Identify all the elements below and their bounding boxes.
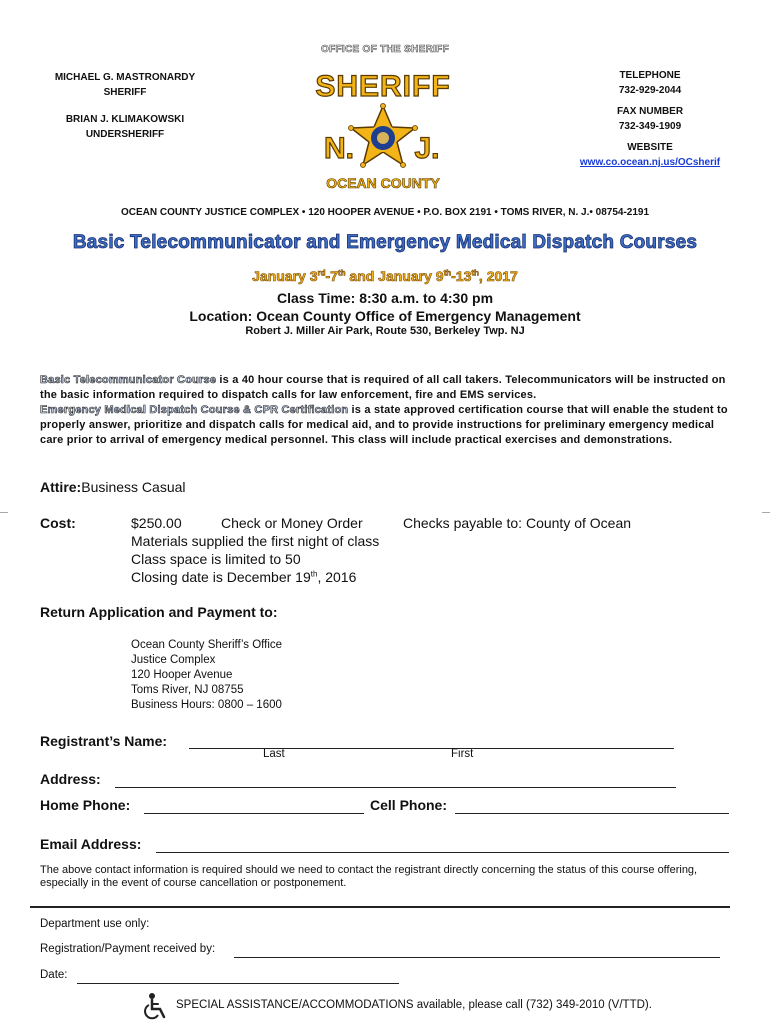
sheriff-badge-logo <box>315 66 451 194</box>
assistance-text: available, please call (732) 349-2010 (V/TTD). <box>413 999 652 1011</box>
emd-course-text: is a state approved certification course that will enable the student to properly answer, prioritize and dispatch calls for medical aid, and to provide instructions for preliminary emergency medical care prior to arrival of emergency medical personnel. This class will include practical exercises and demonstrations. <box>40 404 728 446</box>
address-field[interactable] <box>115 786 676 788</box>
cost-payment-method: Check or Money Order <box>221 515 363 531</box>
badge-bottom-text: OCEAN COUNTY <box>326 175 440 191</box>
email-label: Email Address: <box>40 836 142 852</box>
assistance-caps: SPECIAL ASSISTANCE/ACCOMMODATIONS <box>176 999 414 1011</box>
cost-amount: $250.00 <box>131 515 182 531</box>
attire-label: Attire: <box>40 479 82 495</box>
contact-block <box>570 68 730 170</box>
sheriff-name: MICHAEL G. MASTRONARDY <box>54 72 196 83</box>
cost-class-space: Class space is limited to 50 <box>131 551 301 567</box>
cell-phone-label: Cell Phone: <box>370 797 448 813</box>
badge-top-text: SHERIFF <box>315 70 451 103</box>
home-phone-field[interactable] <box>144 812 364 814</box>
registration-received-label: Registration/Payment received by: <box>40 943 216 955</box>
course-title: Basic Telecommunicator and Emergency Medical Dispatch Courses <box>72 232 698 253</box>
website-link[interactable]: www.co.ocean.nj.us/OCsherif <box>579 157 721 168</box>
telephone-label: TELEPHONE <box>619 70 681 81</box>
attire-value: Business Casual <box>81 479 186 495</box>
sheriff-block <box>45 70 205 142</box>
registration-received-field[interactable] <box>234 956 720 958</box>
email-field[interactable] <box>156 851 729 853</box>
return-line-5: Business Hours: 0800 – 1600 <box>131 699 282 711</box>
edge-mark-left <box>0 512 8 513</box>
date-label: Date: <box>40 969 68 981</box>
contact-notice: The above contact information is required should we need to contact the registrant directly concerning the status of this course offering, especially in the event of course cancellation or postponement. <box>40 864 698 889</box>
class-time: Class Time: 8:30 a.m. to 4:30 pm <box>276 290 494 306</box>
return-heading: Return Application and Payment to: <box>40 604 278 620</box>
btc-course-name: Basic Telecommunicator Course <box>40 374 217 386</box>
btc-course-text: is a 40 hour course that is required of all call takers. Telecommunicators will be instructed on the basic information required to dispatch calls for law enforcement, fire and EMS services. <box>40 374 726 401</box>
emd-course-name: Emergency Medical Dispatch Course & CPR Certification <box>40 404 349 416</box>
cost-label: Cost: <box>40 515 76 531</box>
fax-number: 732-349-1909 <box>618 121 682 132</box>
fax-label: FAX NUMBER <box>616 106 684 117</box>
office-of-sheriff: OFFICE OF THE SHERIFF <box>321 44 449 55</box>
return-address <box>131 638 282 713</box>
registrant-name-field[interactable] <box>189 747 674 749</box>
address-label: Address: <box>40 771 101 787</box>
undersheriff-title: UNDERSHERIFF <box>85 129 165 140</box>
complex-address: OCEAN COUNTY JUSTICE COMPLEX • 120 HOOPER AVENUE • P.O. BOX 2191 • TOMS RIVER, N. J.• 08754-2191 <box>120 207 650 218</box>
cell-phone-field[interactable] <box>455 812 729 814</box>
registrant-name-label: Registrant’s Name: <box>40 733 168 749</box>
return-line-3: 120 Hooper Avenue <box>131 669 233 681</box>
first-name-caption: First <box>451 748 474 760</box>
course-park-address: Robert J. Miller Air Park, Route 530, Berkeley Twp. NJ <box>245 325 525 337</box>
cost-closing-date: Closing date is December 19th, 2016 <box>131 569 357 585</box>
attire-row <box>40 479 186 495</box>
badge-left-text: N. <box>324 132 354 165</box>
home-phone-label: Home Phone: <box>40 797 131 813</box>
wheelchair-icon <box>142 992 170 1022</box>
return-line-1: Ocean County Sheriff’s Office <box>131 639 283 651</box>
last-name-caption: Last <box>263 748 285 760</box>
undersheriff-name: BRIAN J. KLIMAKOWSKI <box>65 114 185 125</box>
telephone-number: 732-929-2044 <box>618 85 682 96</box>
badge-right-text: J. <box>414 132 440 165</box>
course-location: Location: Ocean County Office of Emergency Management <box>189 308 581 324</box>
sheriff-title: SHERIFF <box>103 87 147 98</box>
course-description <box>40 373 736 448</box>
edge-mark-right <box>762 512 770 513</box>
cost-payable-to: Checks payable to: County of Ocean <box>403 515 632 531</box>
department-heading: Department use only: <box>40 918 150 930</box>
return-line-2: Justice Complex <box>131 654 216 666</box>
special-assistance-notice <box>176 999 652 1011</box>
return-line-4: Toms River, NJ 08755 <box>131 684 244 696</box>
course-dates: January 3rd-7th and January 9th-13th, 2017 <box>252 268 518 284</box>
website-label: WEBSITE <box>627 142 673 153</box>
date-field[interactable] <box>77 982 399 984</box>
section-divider <box>30 906 730 908</box>
cost-materials: Materials supplied the first night of class <box>131 533 380 549</box>
